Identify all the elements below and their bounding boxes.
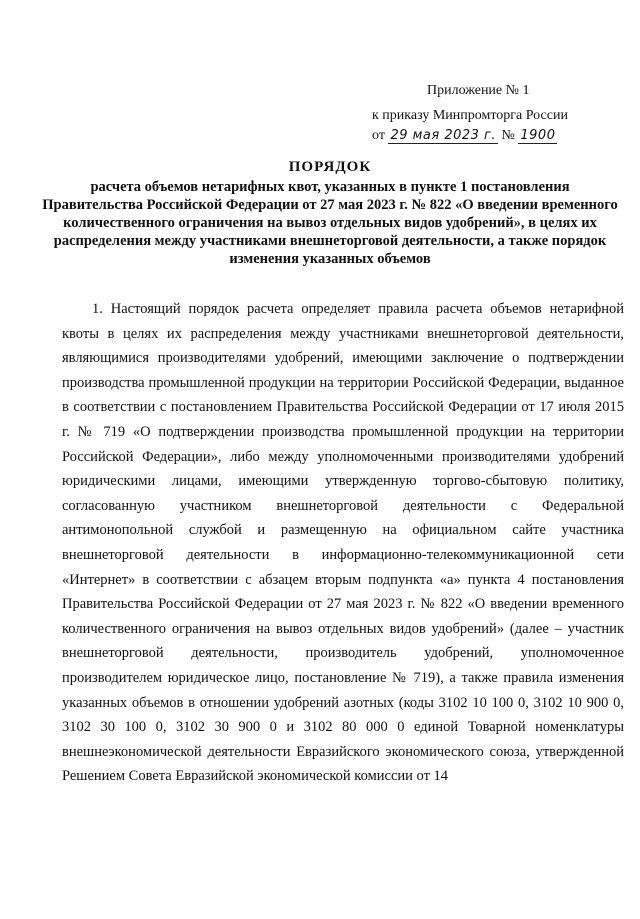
title-subtitle: расчета объемов нетарифных квот, указанных в пункте 1 постановления Правительства Российской Федерации от 27 мая 2023 г. № 822 «О введении временного количественного ограничения на вывоз отдельных видов удобрений», в целях их распределения между участниками внешнеторговой деятельности, а также порядок изменения указанных объемов	[42, 179, 618, 267]
order-reference-label: к приказу Минпромторга России	[372, 108, 568, 123]
handwritten-number: 1900	[520, 128, 556, 143]
title-main: ПОРЯДОК	[288, 159, 372, 175]
from-label: от	[372, 128, 385, 143]
number-label: №	[501, 128, 515, 143]
document-body	[62, 297, 624, 789]
handwritten-date: 29 мая 2023 г.	[390, 128, 497, 143]
document-title	[40, 158, 620, 268]
appendix-label: Приложение № 1	[427, 83, 530, 98]
paragraph-1: 1. Настоящий порядок расчета определяет правила расчета объемов нетарифной квоты в целях их распределения между участниками внешнеторговой деятельности, являющимися производителями удобрений, имеющими заключение о подтверждении производства промышленной продукции на территории Российской Федерации, выданное в соответствии с постановлением Правительства Российской Федерации от 17 июля 2015 г. № 719 «О подтверждении производства промышленной продукции на территории Российской Федерации», либо между уполномоченными производителями удобрений юридическими лицами, имеющими утвержденную торгово-сбытовую политику, согласованную участником внешнеторговой деятельности с Федеральной антимонопольной службой и размещенную на официальном сайте участника внешнеторговой деятельности в информационно-телекоммуникационной сети «Интернет» в соответствии с абзацем вторым подпункта «а» пункта 4 постановления Правительства Российской Федерации от 27 мая 2023 г. № 822 «О введении временного количественного ограничения на вывоз отдельных видов удобрений» (далее – участник внешнеторговой деятельности, производитель удобрений, уполномоченное производителем юридическое лицо, постановление № 719), а также правила изменения указанных объемов в отношении удобрений азотных (коды 3102 10 100 0, 3102 10 900 0, 3102 30 100 0, 3102 30 900 0 и 3102 80 000 0 единой Товарной номенклатуры внешнеэкономической деятельности Евразийского экономического союза, утвержденной Решением Совета Евразийской экономической комиссии от 14	[62, 301, 624, 785]
order-date-number	[372, 125, 557, 147]
